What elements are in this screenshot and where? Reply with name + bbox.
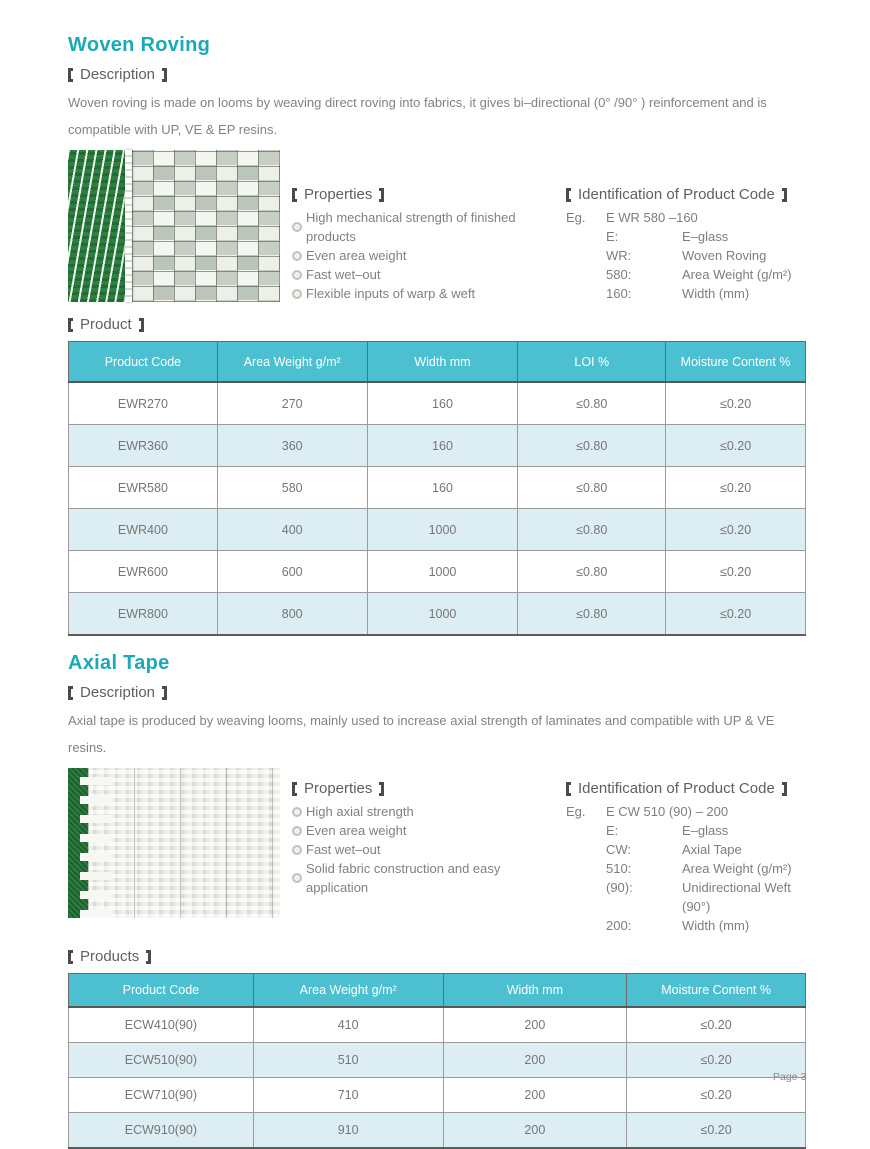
bracket-right-icon xyxy=(379,188,384,202)
column-header: Moisture Content % xyxy=(666,342,806,383)
bullet-icon xyxy=(292,222,302,232)
bullet-icon xyxy=(292,270,302,280)
description-text: Axial tape is produced by weaving looms, mainly used to increase axial strength of laminates and compatible with UP & VE resins. xyxy=(68,713,775,755)
identification-heading-label: Identification of Product Code xyxy=(578,186,775,203)
list-item xyxy=(292,284,564,303)
identification-column xyxy=(564,150,806,303)
properties-heading xyxy=(292,780,564,797)
properties-column xyxy=(280,768,564,935)
properties-heading xyxy=(292,186,564,203)
bracket-left-icon xyxy=(68,68,73,82)
page-number: Page 3 xyxy=(773,1071,807,1083)
bracket-left-icon xyxy=(68,950,73,964)
code-meaning: Area Weight (g/m²) xyxy=(682,267,792,282)
table-row xyxy=(69,425,806,467)
list-item-label: Flexible inputs of warp & weft xyxy=(306,286,476,301)
table-header-row xyxy=(69,342,806,383)
list-item xyxy=(292,246,564,265)
table-cell: 910 xyxy=(253,1113,443,1149)
table-row xyxy=(69,467,806,509)
table-cell: 160 xyxy=(367,425,518,467)
axial-tape-photo xyxy=(68,768,280,918)
bullet-icon xyxy=(292,807,302,817)
bracket-right-icon xyxy=(162,68,167,82)
table-cell: 410 xyxy=(253,1007,443,1043)
table-cell: EWR800 xyxy=(69,593,218,636)
table-row xyxy=(69,1078,806,1113)
code-entry xyxy=(606,840,806,859)
bullet-icon xyxy=(292,826,302,836)
table-cell: 1000 xyxy=(367,551,518,593)
table-cell: ≤0.80 xyxy=(518,425,666,467)
code-meaning: Width (mm) xyxy=(682,918,750,933)
code-entry xyxy=(606,227,806,246)
identification-column xyxy=(564,768,806,935)
example-code: E WR 580 –160 xyxy=(606,210,698,225)
table-cell: ≤0.20 xyxy=(627,1007,806,1043)
bracket-right-icon xyxy=(782,188,787,202)
table-row xyxy=(69,1043,806,1078)
identification-heading-label: Identification of Product Code xyxy=(578,780,775,797)
code-label: E: xyxy=(606,823,619,838)
fabric-green-edge xyxy=(68,150,127,302)
fabric-strand-pattern xyxy=(88,768,280,918)
list-item xyxy=(292,208,564,246)
woven-roving-photo xyxy=(68,150,280,302)
table-cell: ECW710(90) xyxy=(69,1078,254,1113)
list-item-label: Fast wet–out xyxy=(306,842,381,857)
table-cell: 510 xyxy=(253,1043,443,1078)
bullet-icon xyxy=(292,251,302,261)
product-heading-label: Product xyxy=(80,316,132,333)
code-meaning: Unidirectional Weft (90°) xyxy=(682,880,791,914)
list-item-label: Even area weight xyxy=(306,823,407,838)
code-entry xyxy=(606,284,806,303)
table-cell: 160 xyxy=(367,467,518,509)
example-row xyxy=(566,802,806,821)
table-row xyxy=(69,382,806,425)
table-cell: EWR360 xyxy=(69,425,218,467)
table-cell: EWR580 xyxy=(69,467,218,509)
properties-heading-label: Properties xyxy=(304,780,373,797)
code-meaning: E–glass xyxy=(682,823,729,838)
properties-list xyxy=(292,208,564,303)
identification-entries xyxy=(606,227,806,303)
product-heading xyxy=(68,316,806,333)
properties-list xyxy=(292,802,564,897)
column-header: Product Code xyxy=(69,342,218,383)
code-meaning: Axial Tape xyxy=(682,842,742,857)
table-cell: ≤0.20 xyxy=(666,425,806,467)
identification-heading xyxy=(566,186,806,203)
code-entry xyxy=(606,916,806,935)
table-cell: 600 xyxy=(217,551,367,593)
media-row xyxy=(68,768,806,935)
table-cell: ≤0.20 xyxy=(666,593,806,636)
table-cell: 710 xyxy=(253,1078,443,1113)
bracket-left-icon xyxy=(566,188,571,202)
table-cell: ≤0.20 xyxy=(666,551,806,593)
table-cell: ≤0.20 xyxy=(666,467,806,509)
code-label: WR: xyxy=(606,248,632,263)
table-cell: ECW910(90) xyxy=(69,1113,254,1149)
list-item-label: High axial strength xyxy=(306,804,414,819)
column-header: Area Weight g/m² xyxy=(217,342,367,383)
code-label: (90): xyxy=(606,880,633,895)
description-text: Woven roving is made on looms by weaving direct roving into fabrics, it gives bi–directional (0° /90° ) reinforcement and is compatible with UP, VE & EP resins. xyxy=(68,95,767,137)
column-header: LOI % xyxy=(518,342,666,383)
table-row xyxy=(69,551,806,593)
identification-heading xyxy=(566,780,806,797)
bracket-right-icon xyxy=(379,782,384,796)
example-label: Eg. xyxy=(566,804,586,819)
section-title: Woven Roving xyxy=(68,34,211,56)
table-cell: ≤0.20 xyxy=(666,382,806,425)
properties-heading-label: Properties xyxy=(304,186,373,203)
list-item xyxy=(292,802,564,821)
table-cell: ≤0.20 xyxy=(627,1113,806,1149)
table-cell: 200 xyxy=(443,1078,627,1113)
table-cell: ≤0.80 xyxy=(518,467,666,509)
list-item xyxy=(292,265,564,284)
table-cell: ECW410(90) xyxy=(69,1007,254,1043)
table-cell: 800 xyxy=(217,593,367,636)
bullet-icon xyxy=(292,845,302,855)
table-cell: 200 xyxy=(443,1007,627,1043)
table-row xyxy=(69,593,806,636)
bracket-left-icon xyxy=(292,188,297,202)
bracket-right-icon xyxy=(162,686,167,700)
code-label: 510: xyxy=(606,861,632,876)
table-cell: ≤0.80 xyxy=(518,382,666,425)
bracket-left-icon xyxy=(292,782,297,796)
table-row xyxy=(69,1007,806,1043)
table-cell: 200 xyxy=(443,1113,627,1149)
description-heading-label: Description xyxy=(80,684,156,701)
table-cell: ≤0.80 xyxy=(518,509,666,551)
example-label: Eg. xyxy=(566,210,586,225)
table-cell: 400 xyxy=(217,509,367,551)
code-entry xyxy=(606,859,806,878)
table-cell: ≤0.20 xyxy=(666,509,806,551)
code-label: CW: xyxy=(606,842,632,857)
example-row xyxy=(566,208,806,227)
list-item xyxy=(292,859,564,897)
code-entry xyxy=(606,246,806,265)
section-title: Axial Tape xyxy=(68,652,170,674)
table-cell: EWR270 xyxy=(69,382,218,425)
axial-tape-product-table xyxy=(68,973,806,1149)
bracket-left-icon xyxy=(68,318,73,332)
table-cell: 580 xyxy=(217,467,367,509)
table-cell: ≤0.20 xyxy=(627,1078,806,1113)
fabric-tufts xyxy=(80,768,112,918)
products-heading xyxy=(68,948,806,965)
bracket-left-icon xyxy=(566,782,571,796)
table-cell: EWR400 xyxy=(69,509,218,551)
table-cell: ≤0.80 xyxy=(518,593,666,636)
properties-column xyxy=(280,150,564,303)
code-meaning: E–glass xyxy=(682,229,729,244)
table-row xyxy=(69,1113,806,1149)
table-cell: EWR600 xyxy=(69,551,218,593)
code-entry xyxy=(606,878,806,916)
table-cell: 160 xyxy=(367,382,518,425)
section-axial-tape xyxy=(68,652,806,1149)
bracket-right-icon xyxy=(782,782,787,796)
table-header-row xyxy=(69,974,806,1008)
code-entry xyxy=(606,821,806,840)
fabric-weave-pattern xyxy=(132,150,280,302)
table-cell: 1000 xyxy=(367,509,518,551)
table-cell: 360 xyxy=(217,425,367,467)
column-header: Width mm xyxy=(367,342,518,383)
code-entry xyxy=(606,265,806,284)
products-heading-label: Products xyxy=(80,948,140,965)
fabric-stitch-seam xyxy=(125,150,132,302)
table-cell: 1000 xyxy=(367,593,518,636)
description-heading xyxy=(68,684,806,701)
table-row xyxy=(69,509,806,551)
column-header: Area Weight g/m² xyxy=(253,974,443,1008)
table-cell: 200 xyxy=(443,1043,627,1078)
list-item-label: Even area weight xyxy=(306,248,407,263)
list-item xyxy=(292,840,564,859)
bullet-icon xyxy=(292,873,302,883)
bracket-right-icon xyxy=(146,950,151,964)
bracket-right-icon xyxy=(139,318,144,332)
table-cell: ECW510(90) xyxy=(69,1043,254,1078)
code-meaning: Area Weight (g/m²) xyxy=(682,861,792,876)
list-item-label: High mechanical strength of finished products xyxy=(306,210,516,244)
code-label: 580: xyxy=(606,267,632,282)
code-meaning: Width (mm) xyxy=(682,286,750,301)
description-heading-label: Description xyxy=(80,66,156,83)
bullet-icon xyxy=(292,289,302,299)
list-item-label: Fast wet–out xyxy=(306,267,381,282)
list-item-label: Solid fabric construction and easy application xyxy=(306,861,501,895)
code-label: 160: xyxy=(606,286,632,301)
column-header: Moisture Content % xyxy=(627,974,806,1008)
column-header: Product Code xyxy=(69,974,254,1008)
code-label: 200: xyxy=(606,918,632,933)
table-cell: ≤0.80 xyxy=(518,551,666,593)
list-item xyxy=(292,821,564,840)
bracket-left-icon xyxy=(68,686,73,700)
media-row xyxy=(68,150,806,303)
column-header: Width mm xyxy=(443,974,627,1008)
section-woven-roving xyxy=(68,34,806,636)
table-cell: 270 xyxy=(217,382,367,425)
woven-roving-product-table xyxy=(68,341,806,636)
code-meaning: Woven Roving xyxy=(682,248,767,263)
table-cell: ≤0.20 xyxy=(627,1043,806,1078)
example-code: E CW 510 (90) – 200 xyxy=(606,804,729,819)
description-heading xyxy=(68,66,806,83)
code-label: E: xyxy=(606,229,619,244)
identification-entries xyxy=(606,821,806,935)
